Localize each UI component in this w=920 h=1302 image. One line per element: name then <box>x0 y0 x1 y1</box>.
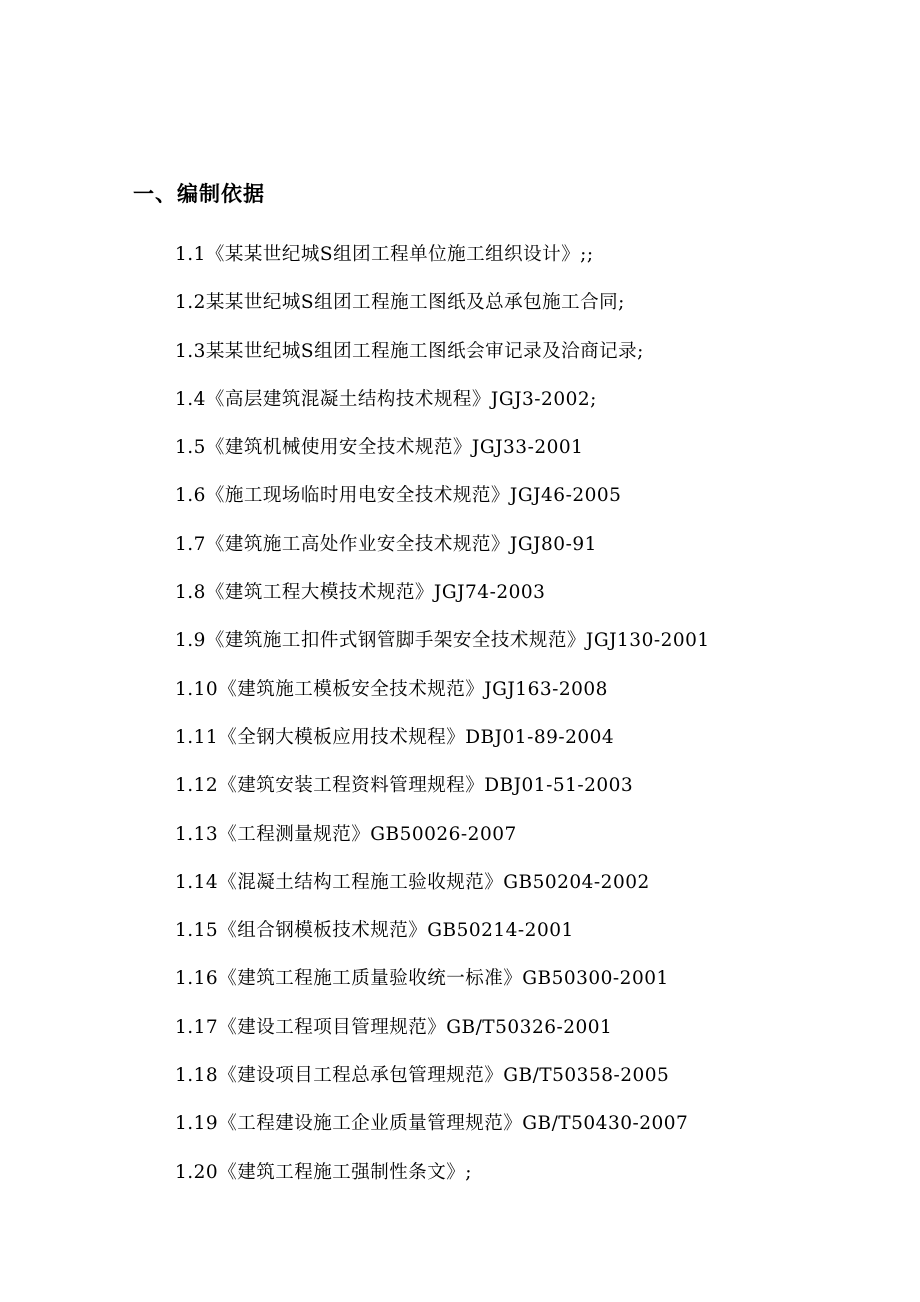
reference-item-1-18: 1.18《建设项目工程总承包管理规范》GB/T50358-2005 <box>175 1065 670 1087</box>
reference-item-1-7: 1.7《建筑施工高处作业安全技术规范》JGJ80-91 <box>175 533 597 555</box>
reference-item-1-4: 1.4《高层建筑混凝土结构技术规程》JGJ3-2002; <box>175 388 597 410</box>
reference-item-1-3: 1.3某某世纪城S组团工程施工图纸会审记录及洽商记录; <box>175 340 644 362</box>
reference-item-1-15: 1.15《组合钢模板技术规范》GB50214-2001 <box>175 920 574 942</box>
reference-item-1-13: 1.13《工程测量规范》GB50026-2007 <box>175 823 517 845</box>
reference-item-1-10: 1.10《建筑施工模板安全技术规范》JGJ163-2008 <box>175 678 608 700</box>
reference-list <box>175 240 895 1206</box>
reference-item-1-16: 1.16《建筑工程施工质量验收统一标准》GB50300-2001 <box>175 968 669 990</box>
reference-item-1-6: 1.6《施工现场临时用电安全技术规范》JGJ46-2005 <box>175 485 622 507</box>
reference-item-1-9: 1.9《建筑施工扣件式钢管脚手架安全技术规范》JGJ130-2001 <box>175 630 710 652</box>
reference-item-1-2: 1.2某某世纪城S组团工程施工图纸及总承包施工合同; <box>175 292 625 314</box>
section-heading: 一、编制依据 <box>133 182 265 206</box>
reference-item-1-11: 1.11《全钢大模板应用技术规程》DBJ01-89-2004 <box>175 726 615 748</box>
reference-item-1-19: 1.19《工程建设施工企业质量管理规范》GB/T50430-2007 <box>175 1113 689 1135</box>
reference-item-1-5: 1.5《建筑机械使用安全技术规范》JGJ33-2001 <box>175 437 584 459</box>
reference-item-1-14: 1.14《混凝土结构工程施工验收规范》GB50204-2002 <box>175 871 650 893</box>
reference-item-1-12: 1.12《建筑安装工程资料管理规程》DBJ01-51-2003 <box>175 775 634 797</box>
reference-item-1-1: 1.1《某某世纪城S组团工程单位施工组织设计》;; <box>175 244 594 265</box>
reference-item-1-20: 1.20《建筑工程施工强制性条文》; <box>175 1161 472 1183</box>
reference-item-1-8: 1.8《建筑工程大模技术规范》JGJ74-2003 <box>175 582 546 604</box>
reference-item-1-17: 1.17《建设工程项目管理规范》GB/T50326-2001 <box>175 1016 613 1038</box>
